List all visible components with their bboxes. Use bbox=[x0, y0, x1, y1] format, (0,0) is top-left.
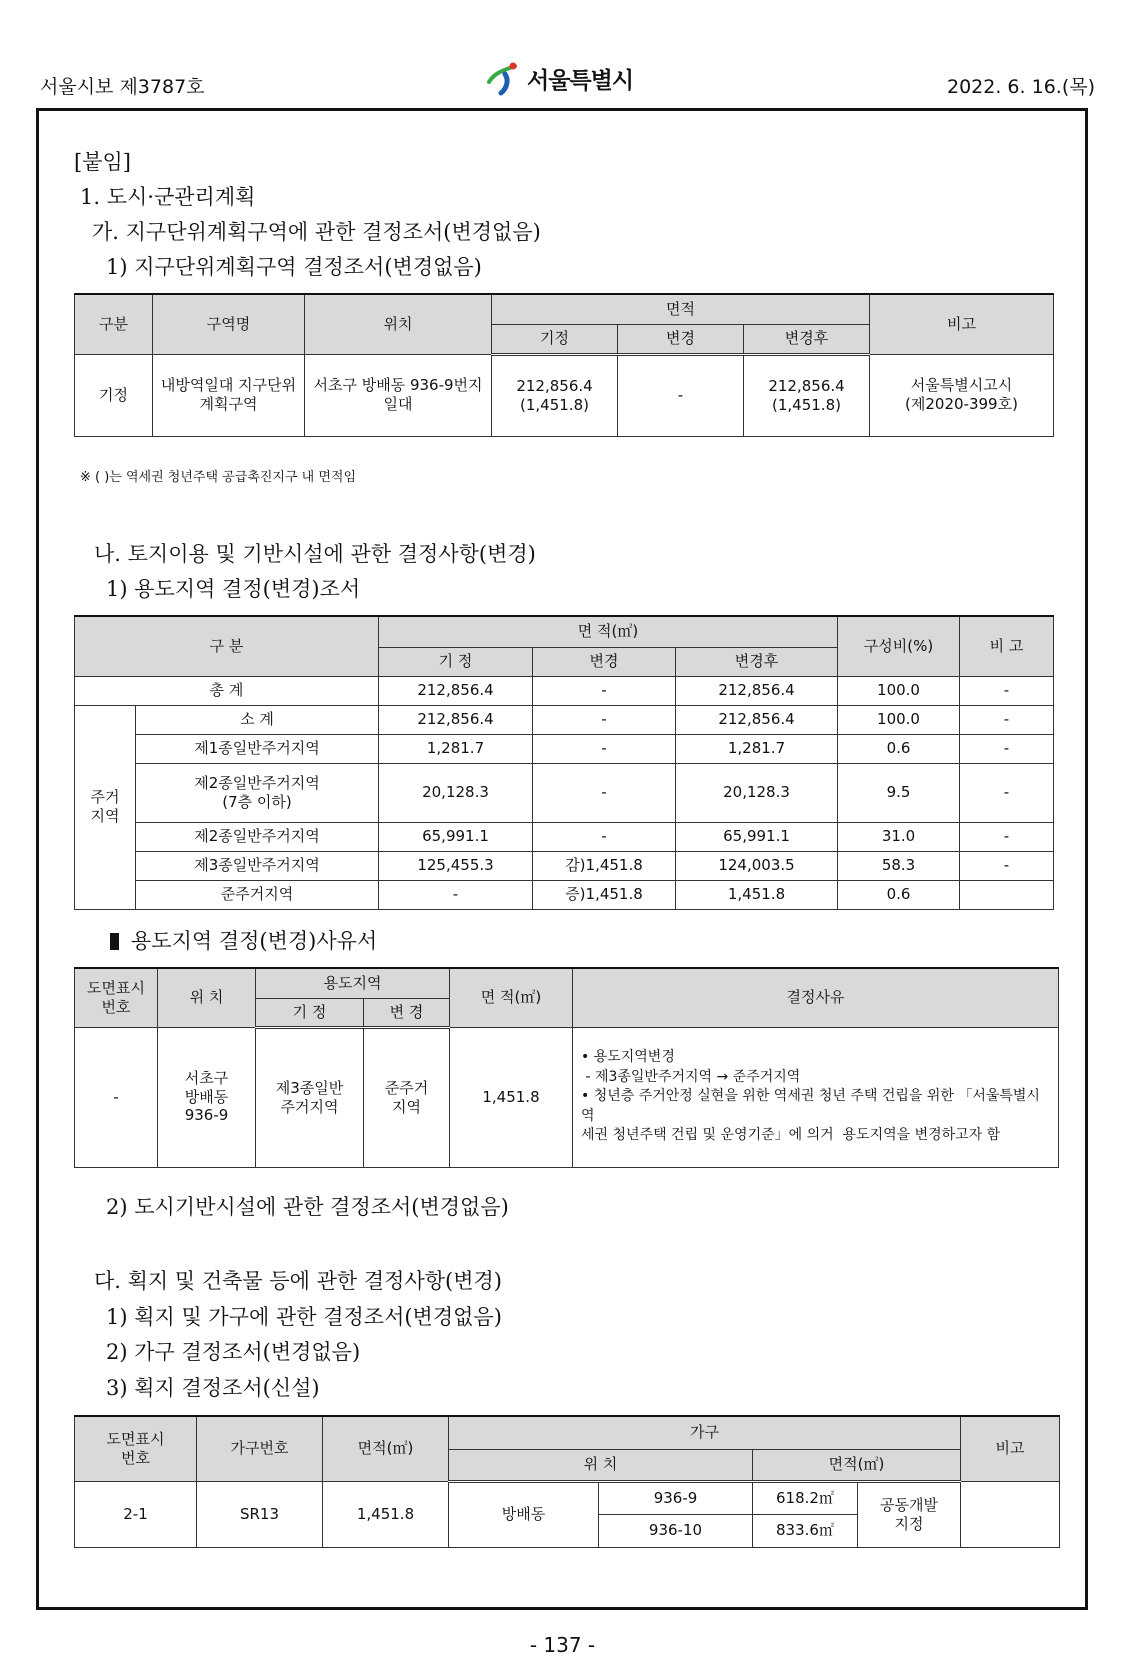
col-existing: 기정 bbox=[492, 324, 618, 354]
table-row: 준주거지역 - 증)1,451.8 1,451.8 0.6 bbox=[75, 880, 1054, 909]
col-area: 면 적(㎡) bbox=[450, 968, 573, 1027]
col-existing: 기 정 bbox=[379, 647, 533, 676]
col-note: 비고 bbox=[961, 1416, 1060, 1481]
bulletin-date: 2022. 6. 16.(목) bbox=[947, 76, 1095, 98]
square-bullet-icon bbox=[110, 933, 119, 950]
col-location: 위치 bbox=[305, 294, 492, 354]
col-note: 비고 bbox=[870, 294, 1054, 354]
col-existing: 기 정 bbox=[256, 998, 364, 1027]
table-row: 제3종일반주거지역 125,455.3 감)1,451.8 124,003.5 58.3 - bbox=[75, 851, 1054, 880]
section-1c2-title: 2) 가구 결정조서(변경없음) bbox=[106, 1340, 361, 1364]
col-gagu-area: 면적(㎡) bbox=[753, 1449, 961, 1481]
col-area: 면적(㎡) bbox=[323, 1416, 449, 1481]
zoning-table bbox=[74, 615, 1054, 910]
table-row: - 서초구 방배동 936-9 제3종일반 주거지역 준주거 지역 1,451.8 • 용도지역변경 - 제3종일반주거지역 → 준주거지역 • 청년층 주거안정 실현을 위한 역세권 청년 주택 건립을 위한 「서울특별시 역 세권 청년주택 건립 및 운영기준」에 의거 용도지역을 변경하고자 함 bbox=[75, 1027, 1059, 1167]
section-1c-title: 다. 획지 및 건축물 등에 관한 결정사항(변경) bbox=[94, 1269, 502, 1293]
section-1c3-title: 3) 획지 결정조서(신설) bbox=[106, 1376, 320, 1400]
table-row: 총 계 212,856.4 - 212,856.4 100.0 - bbox=[75, 676, 1054, 705]
table-row: 2-1 SR13 1,451.8 방배동 936-9 618.2㎡ 공동개발 지정 bbox=[75, 1481, 1060, 1514]
col-area: 면 적(㎡) bbox=[379, 616, 838, 647]
col-location: 위 치 bbox=[158, 968, 256, 1027]
table-row: 제2종일반주거지역 65,991.1 - 65,991.1 31.0 - bbox=[75, 822, 1054, 851]
table-row: 제1종일반주거지역 1,281.7 - 1,281.7 0.6 - bbox=[75, 734, 1054, 763]
col-gubun: 구분 bbox=[75, 294, 153, 354]
col-after: 변경후 bbox=[676, 647, 838, 676]
section-1a1-title: 1) 지구단위계획구역 결정조서(변경없음) bbox=[106, 255, 482, 279]
table-row: 주거 지역 소 계 212,856.4 - 212,856.4 100.0 - bbox=[75, 705, 1054, 734]
seoul-logo bbox=[485, 58, 633, 98]
table-row: 기정 내방역일대 지구단위 계획구역 서초구 방배동 936-9번지 일대 212,856.4 (1,451.8) - 212,856.4 (1,451.8) 서울특별시고시 (제2020-399호) bbox=[75, 354, 1054, 436]
col-map-number: 도면표시 번호 bbox=[75, 1416, 197, 1481]
col-district-name: 구역명 bbox=[153, 294, 305, 354]
seoul-logo-icon bbox=[485, 60, 521, 96]
col-block-number: 가구번호 bbox=[197, 1416, 323, 1481]
section-1b1-title: 1) 용도지역 결정(변경)조서 bbox=[106, 577, 361, 601]
page-number: - 137 - bbox=[529, 1633, 596, 1657]
section-1b-title: 나. 토지이용 및 기반시설에 관한 결정사항(변경) bbox=[94, 542, 536, 566]
col-area: 면적 bbox=[492, 294, 870, 324]
attachment-label: [붙임] bbox=[74, 150, 131, 174]
lot-table bbox=[74, 1415, 1060, 1548]
col-location: 위 치 bbox=[449, 1449, 753, 1481]
section-1a-title: 가. 지구단위계획구역에 관한 결정조서(변경없음) bbox=[92, 220, 541, 244]
seoul-logo-text: 서울특별시 bbox=[527, 67, 634, 94]
section-1b2-title: 2) 도시기반시설에 관한 결정조서(변경없음) bbox=[106, 1195, 509, 1219]
district-plan-table bbox=[74, 293, 1054, 437]
col-reason: 결정사유 bbox=[573, 968, 1059, 1027]
col-map-number: 도면표시 번호 bbox=[75, 968, 158, 1027]
col-after: 변경후 bbox=[744, 324, 870, 354]
table-row: 936-10 833.6㎡ bbox=[75, 1514, 1060, 1547]
col-ratio: 구성비(%) bbox=[838, 616, 960, 676]
col-note: 비 고 bbox=[960, 616, 1054, 676]
col-change: 변경 bbox=[533, 647, 676, 676]
col-gagu: 가구 bbox=[449, 1416, 961, 1449]
zoning-reason-table bbox=[74, 967, 1059, 1168]
col-change: 변경 bbox=[618, 324, 744, 354]
section-1-title: 1. 도시·군관리계획 bbox=[80, 185, 256, 209]
col-zone: 용도지역 bbox=[256, 968, 450, 998]
section-1c1-title: 1) 획지 및 가구에 관한 결정조서(변경없음) bbox=[106, 1305, 502, 1329]
bulletin-issue: 서울시보 제3787호 bbox=[40, 76, 205, 98]
reason-section-title: 용도지역 결정(변경)사유서 bbox=[110, 925, 377, 955]
area-footnote: ※ ( )는 역세권 청년주택 공급촉진지구 내 면적임 bbox=[80, 470, 357, 485]
residential-group: 주거 지역 bbox=[75, 705, 136, 909]
col-change: 변 경 bbox=[364, 998, 450, 1027]
table-row: 제2종일반주거지역 (7층 이하) 20,128.3 - 20,128.3 9.5 - bbox=[75, 763, 1054, 822]
col-gubun: 구 분 bbox=[75, 616, 379, 676]
